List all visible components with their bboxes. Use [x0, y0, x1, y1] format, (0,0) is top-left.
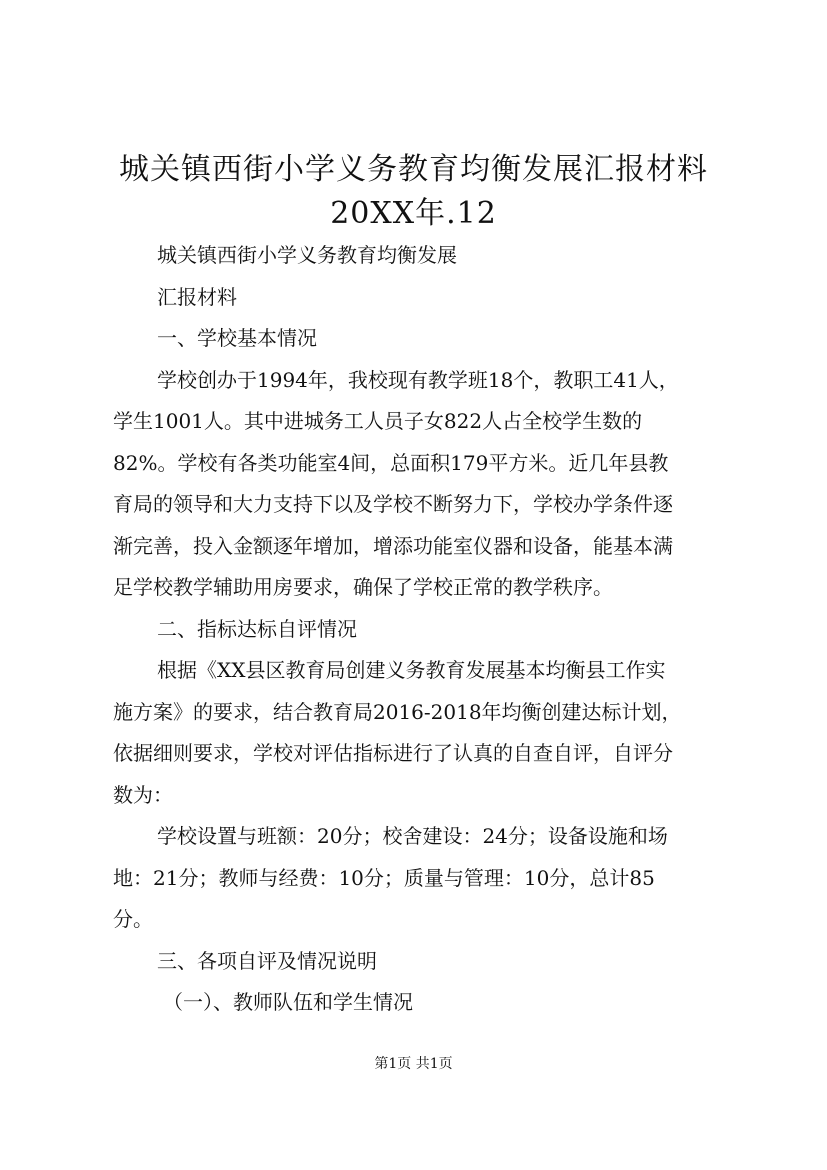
paragraph-line: 依据细则要求，学校对评估指标进行了认真的自查自评，自评分 [113, 741, 673, 765]
paragraph-line: 施方案》的要求，结合教育局2016-2018年均衡创建达标计划， [113, 699, 682, 724]
paragraph-line: 渐完善，投入金额逐年增加，增添功能室仪器和设备，能基本满 [113, 533, 673, 558]
intro-line: 城关镇西街小学义务教育均衡发展 [157, 243, 457, 267]
subsection-heading: （一）、教师队伍和学生情况 [163, 990, 413, 1014]
section-heading: 三、各项自评及情况说明 [157, 948, 377, 973]
paragraph-line: 学校设置与班额：20分；校舍建设：24分；设备设施和场 [157, 824, 668, 848]
paragraph-line: 学校创办于1994年，我校现有教学班18个，教职工41人， [157, 367, 679, 392]
document-body [113, 235, 713, 1024]
document-date: 20XX年.12 [330, 196, 497, 231]
paragraph-line: 育局的领导和大力支持下以及学校不断努力下，学校办学条件逐 [113, 492, 673, 516]
paragraph-line: 学生1001人。其中进城务工人员子女822人占全校学生数的 [113, 409, 643, 433]
paragraph-line: 分。 [113, 907, 153, 931]
paragraph-line: 足学校教学辅助用房要求，确保了学校正常的教学秩序。 [113, 575, 613, 599]
page-number: 第1页 共1页 [374, 1056, 453, 1072]
section-heading: 一、学校基本情况 [157, 326, 317, 350]
document-title: 城关镇西街小学义务教育均衡发展汇报材料 [119, 152, 708, 187]
intro-line: 汇报材料 [157, 284, 237, 309]
section-heading: 二、指标达标自评情况 [157, 616, 357, 641]
paragraph-line: 82%。学校有各类功能室4间，总面积179平方米。近几年县教 [113, 450, 669, 475]
paragraph-line: 数为： [113, 782, 173, 807]
paragraph-line: 根据《XX县区教育局创建义务教育发展基本均衡县工作实 [157, 658, 666, 682]
paragraph-line: 地：21分；教师与经费：10分；质量与管理：10分，总计85 [113, 865, 655, 890]
